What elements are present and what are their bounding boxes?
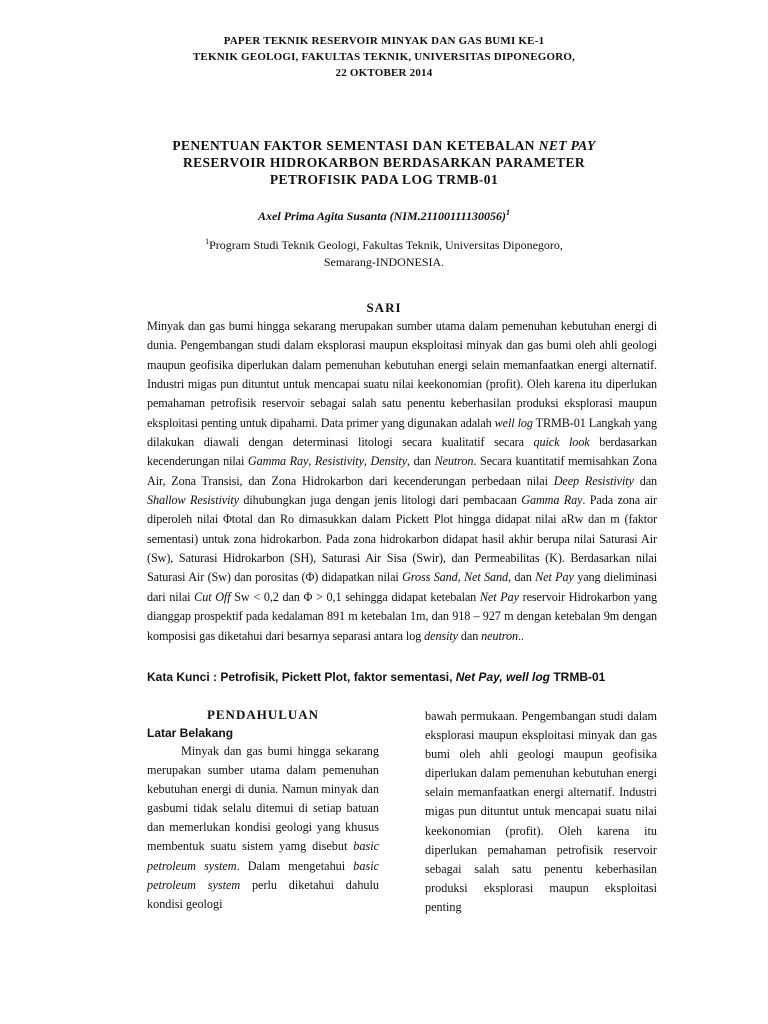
title-line: RESERVOIR HIDROKARBON BERDASARKAN PARAMETER [182,155,586,170]
keywords: Kata Kunci : Petrofisik, Pickett Plot, faktor sementasi, Net Pay, well log TRMB-01 [147,670,606,684]
header-line: TEKNIK GEOLOGI, FAKULTAS TEKNIK, UNIVERSITAS DIPONEGORO, [192,51,576,63]
header-line: PAPER TEKNIK RESERVOIR MINYAK DAN GAS BUMI KE-1 [223,35,545,47]
abstract-body [147,317,657,646]
intro-paragraph: Minyak dan gas bumi hingga sekarang merupakan sumber utama dalam pemenuhan kebutuhan energi di dunia. Namun minyak dan gasbumi tidak selalu ditemui di setiap batuan dan memerlukan kondisi geologi yang khusus membentuk suatu sistem yamg disebut basic petroleum system. Dalam mengetahui basic petroleum system perlu diketahui dahulu kondisi geologi [147,744,379,911]
affiliation-line: Semarang-INDONESIA. [323,255,445,269]
abstract-heading: SARI [366,300,402,315]
author-line: Axel Prima Agita Susanta $(NIM.21100111130056)^1$ [258,208,510,223]
title-line: PETROFISIK PADA LOG TRMB-01 [269,172,499,187]
title-line: PENENTUAN FAKTOR SEMENTASI DAN KETEBALAN NET PAY [172,138,596,153]
affiliation [0,233,768,271]
right-column [425,707,657,917]
header-date: 22 OKTOBER 2014 [335,67,433,79]
conference-header [0,33,768,81]
affiliation-line: $^1$Program Studi Teknik Geologi, Fakultas Teknik, Universitas Diponegoro, [205,237,563,252]
left-column [147,706,379,914]
subsection-heading: Latar Belakang [147,726,234,740]
paper-title [0,137,768,188]
section-heading: PENDAHULUAN [206,707,320,722]
abstract-paragraph: Minyak dan gas bumi hingga sekarang merupakan sumber utama dalam pemenuhan kebutuhan energi di dunia. Pengembangan studi dalam eksplorasi maupun eksploitasi minyak dan gas bumi oleh ahli geologi maupun geofisika diperlukan dalam pemenuhan kebutuhan energi selain memanfaatkan energi alternatif. Industri migas pun dituntut untuk mencapai suatu nilai keekonomian (profit). Oleh karena itu diperlukan pemahaman petrofisik reservoir sebagai salah satu penentu keberhasilan produksi eksplorasi maupun eksploitasi penting untuk dipahami. Data primer yang digunakan adalah well log TRMB-01 Langkah yang dilakukan diawali dengan determinasi litologi secara kualitatif secara quick look berdasarkan kecenderungan nilai Gamma Ray, Resistivity, Density, dan Neutron. Secara kuantitatif memisahkan Zona Air, Zona Transisi, dan Zona Hidrokarbon dari kecenderungan perbedaan nilai Deep Resistivity dan Shallow Resistivity dihubungkan juga dengan jenis litologi dari pembacaan Gamma Ray. Pada zona air diperoleh nilai Φtotal dan Ro dimasukkan dalam Pickett Plot hingga didapat nilai aRw dan m (faktor sementasi) untuk zona hidrokarbon. Pada zona hidrokarbon didapat hasil akhir berupa nilai Saturasi Air (Sw), Saturasi Hidrokarbon (SH), Saturasi Air Sisa (Swir), dan Permeabilitas (K). Berdasarkan nilai Saturasi Air (Sw) dan porositas (Φ) didapatkan nilai Gross Sand, Net Sand, dan Net Pay yang dieliminasi dari nilai Cut Off Sw < 0,2 dan Φ > 0,1 sehingga didapat ketebalan Net Pay reservoir Hidrokarbon yang dianggap prospektif pada kedalaman 891 m ketebalan 1m, dan 918 – 927 m dengan ketebalan 9m dengan komposisi gas diketahui dari besarnya separasi antara log density dan neutron.. [147,319,658,643]
intro-paragraph-continued: bawah permukaan. Pengembangan studi dalam eksplorasi maupun eksploitasi minyak dan gas bumi oleh ahli geologi maupun geofisika diperlukan dalam pemenuhan kebutuhan energi selain memanfaatkan energi alternatif. Industri migas pun dituntut untuk mencapai suatu nilai keekonomian (profit). Oleh karena itu diperlukan pemahaman petrofisik reservoir sebagai salah satu penentu keberhasilan produksi eksplorasi maupun eksploitasi penting [425,709,657,914]
author-name: Axel Prima Agita Susanta (NIM.21100111130056) [258,209,506,223]
